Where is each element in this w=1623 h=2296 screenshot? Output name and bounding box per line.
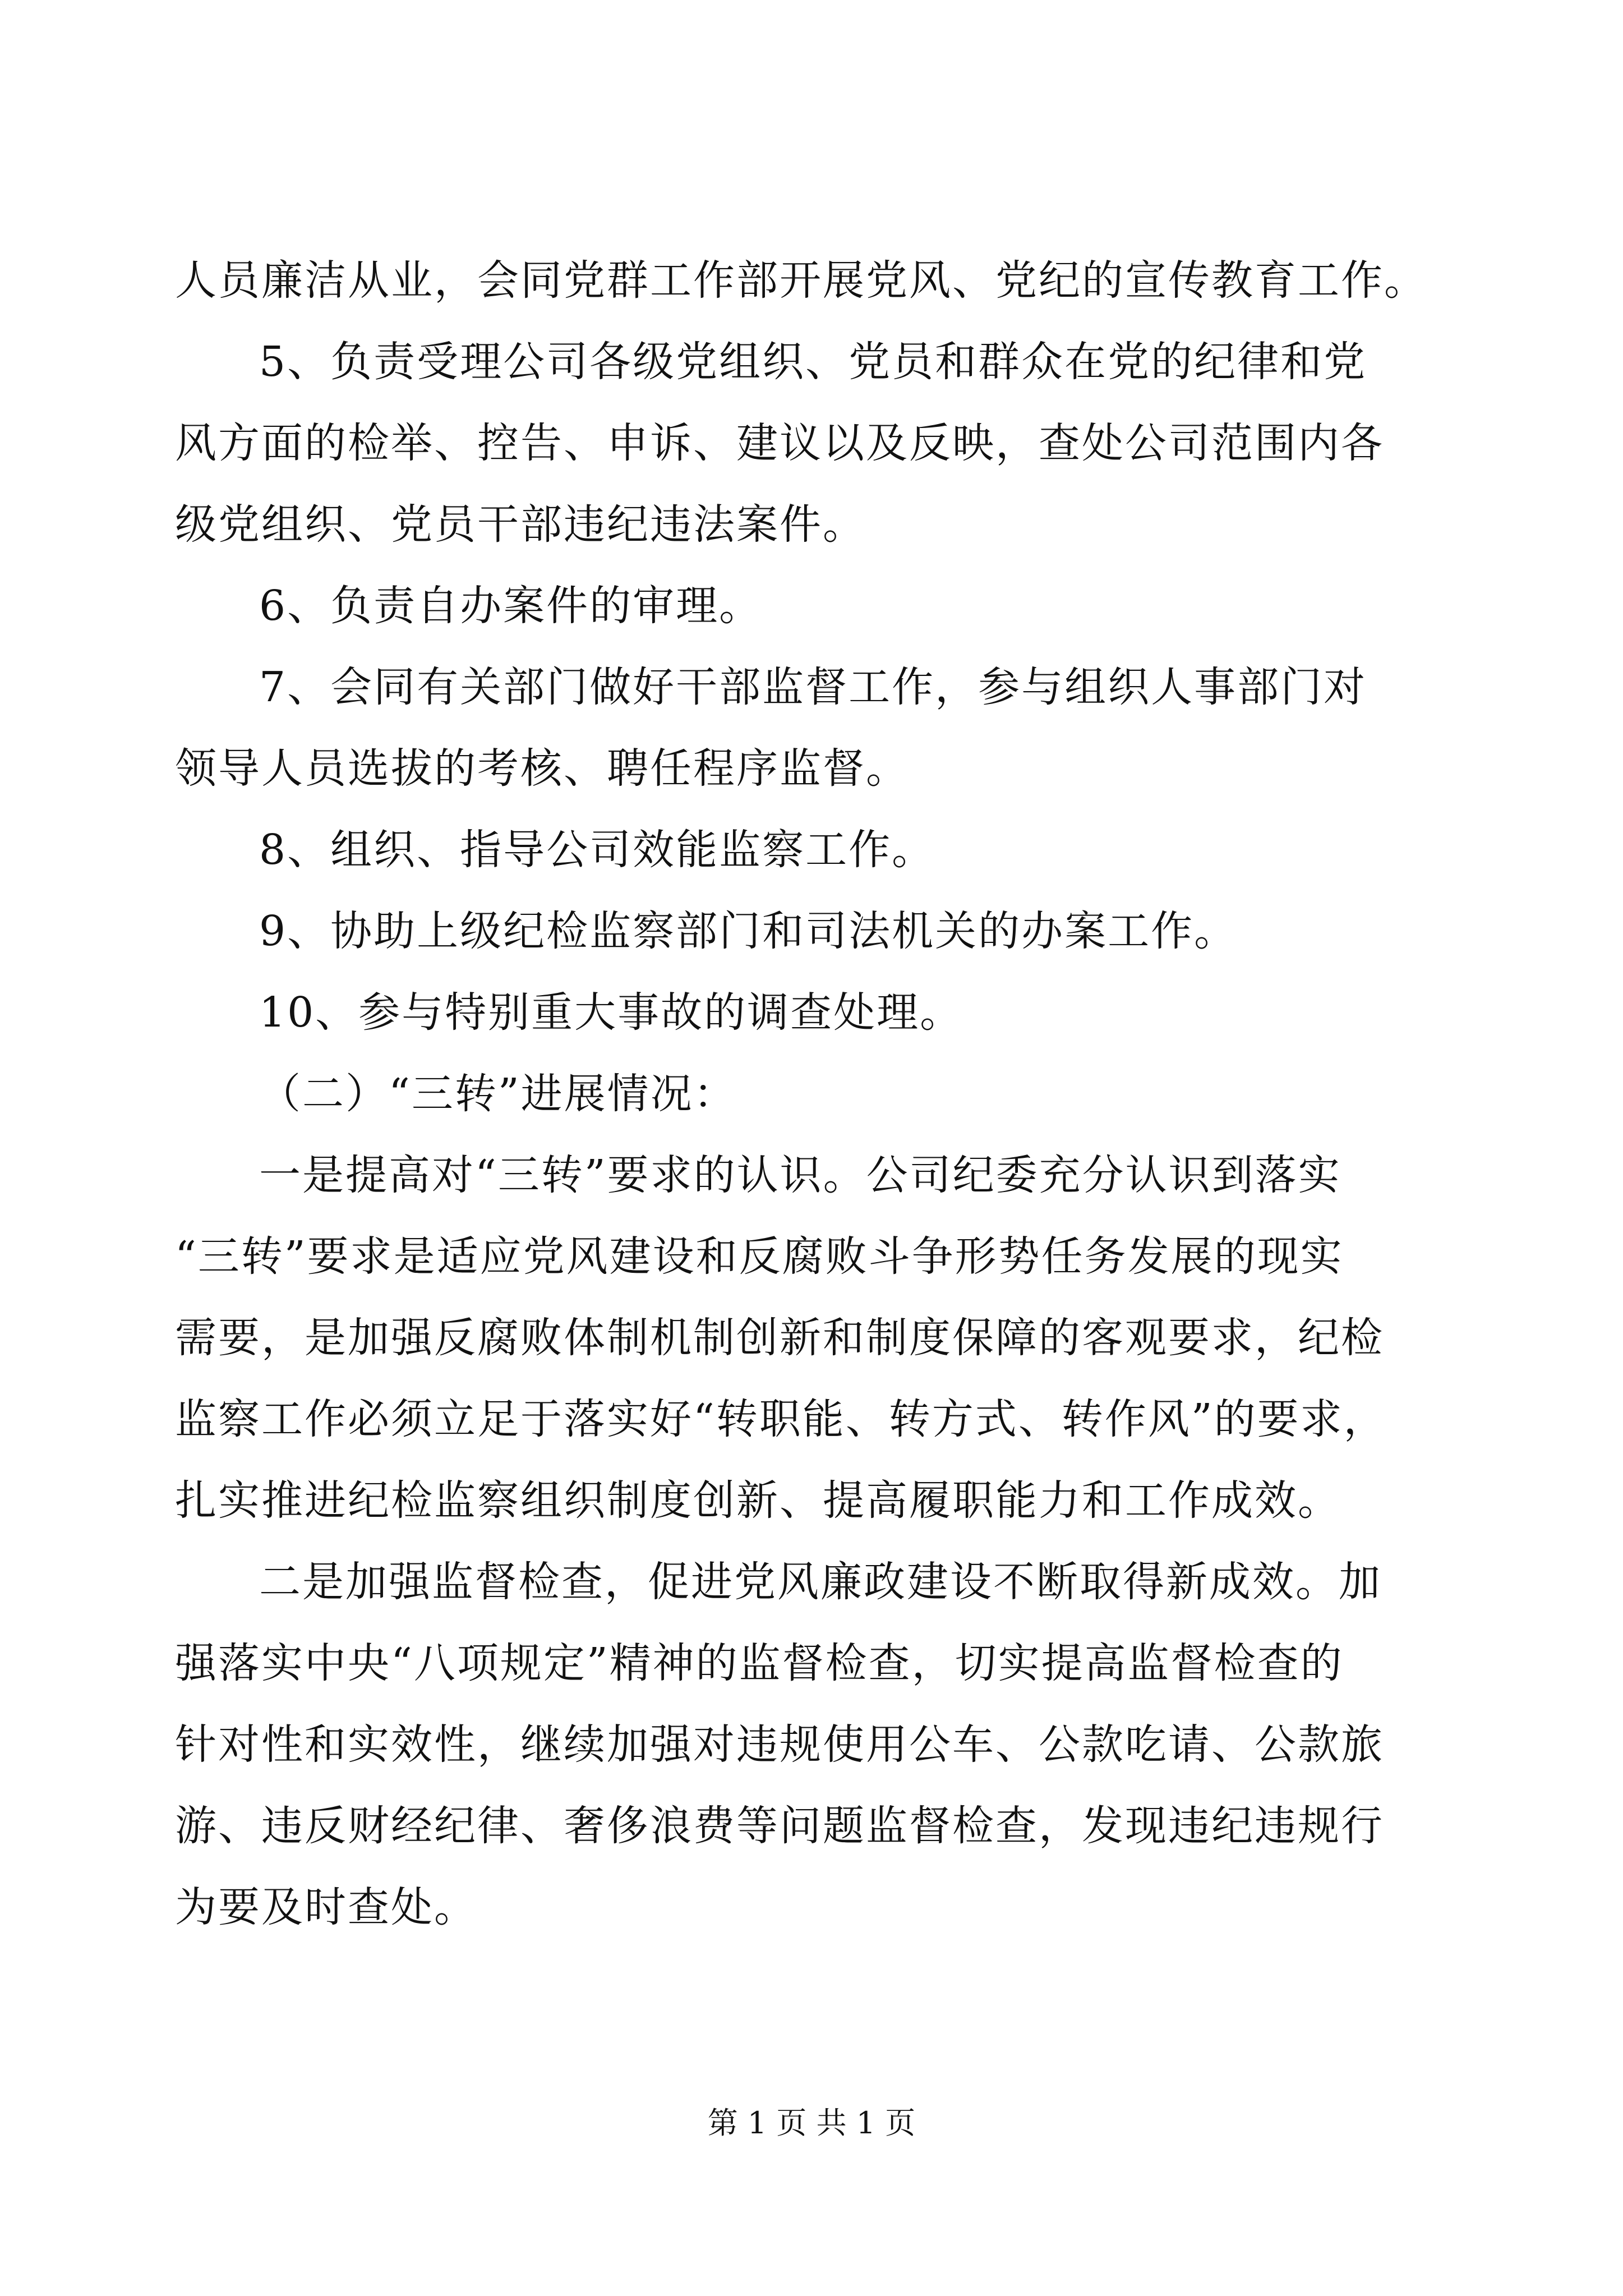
page-number: 第 1 页 共 1 页	[707, 2105, 916, 2141]
section-heading: （二）“三转”进展情况：	[259, 1070, 737, 1118]
text-line: 6、负责自办案件的审理。	[259, 582, 763, 630]
text-line: 风方面的检举、控告、申诉、建议以及反映，查处公司范围内各	[175, 419, 1384, 467]
text-line: 二是加强监督检查，促进党风廉政建设不断取得新成效。加	[259, 1558, 1382, 1606]
page-footer	[0, 2104, 1623, 2143]
text-line: “三转”要求是适应党风建设和反腐败斗争形势任务发展的现实	[175, 1232, 1344, 1281]
text-line: 游、违反财经纪律、奢侈浪费等问题监督检查，发现违纪违规行	[175, 1802, 1384, 1850]
text-line: 强落实中央“八项规定”精神的监督检查，切实提高监督检查的	[175, 1639, 1344, 1687]
text-line: 监察工作必须立足于落实好“转职能、转方式、转作风”的要求，	[175, 1395, 1387, 1443]
text-line: 针对性和实效性，继续加强对违规使用公车、公款吃请、公款旅	[175, 1720, 1384, 1769]
text-line: 一是提高对“三转”要求的认识。公司纪委充分认识到落实	[259, 1151, 1341, 1199]
text-line: 9、协助上级纪检监察部门和司法机关的办案工作。	[259, 907, 1238, 955]
text-line: 人员廉洁从业，会同党群工作部开展党风、党纪的宣传教育工作。	[175, 256, 1427, 305]
text-line: 8、组织、指导公司效能监察工作。	[259, 826, 935, 874]
text-line: 级党组织、党员干部违纪违法案件。	[175, 500, 866, 549]
text-line: 领导人员选拔的考核、聘任程序监督。	[175, 744, 909, 793]
text-line: 5、负责受理公司各级党组织、党员和群众在党的纪律和党	[259, 338, 1367, 386]
text-line: 需要，是加强反腐败体制机制创新和制度保障的客观要求，纪检	[175, 1314, 1384, 1362]
text-line: 扎实推进纪检监察组织制度创新、提高履职能力和工作成效。	[175, 1476, 1341, 1525]
text-line: 7、会同有关部门做好干部监督工作，参与组织人事部门对	[259, 663, 1367, 711]
text-line: 为要及时查处。	[175, 1883, 477, 1931]
text-line: 10、参与特别重大事故的调查处理。	[259, 988, 963, 1037]
